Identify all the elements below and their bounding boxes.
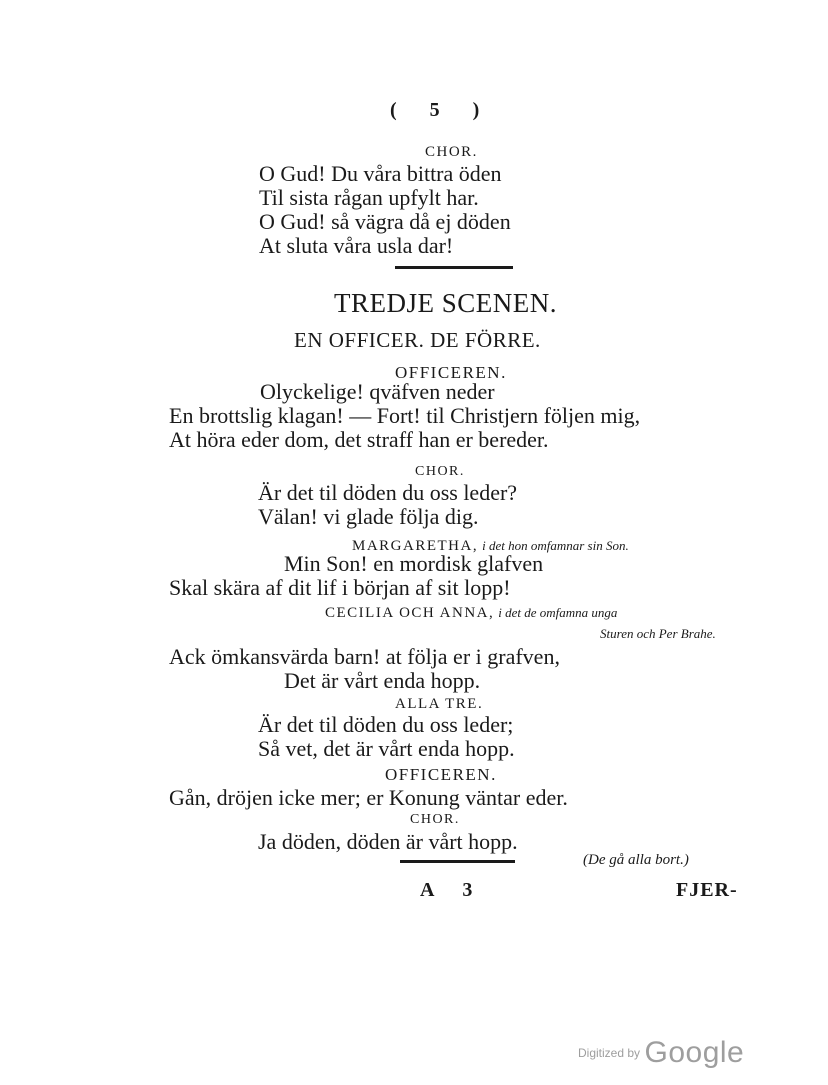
chorus1-line-2: Til sista rågan upfylt har.	[259, 185, 479, 210]
speaker-cecilia-anna: CECILIA OCH ANNA,	[325, 605, 495, 621]
cecilia-anna-line-1: Ack ömkansvärda barn! at följa er i grafven,	[169, 644, 560, 669]
divider-rule-2	[400, 860, 515, 863]
google-watermark	[578, 1036, 744, 1070]
officer2-line: Gån, dröjen icke mer; er Konung väntar eder.	[169, 785, 568, 810]
watermark-prefix: Digitized by	[578, 1046, 641, 1060]
alla-tre-line-1: Är det til döden du oss leder;	[258, 712, 514, 737]
speaker-alla-tre: ALLA TRE.	[395, 696, 484, 712]
stage-direction-cecilia-anna-1: i det de omfamna unga	[498, 605, 618, 620]
margaretha-line-1: Min Son! en mordisk glafven	[284, 551, 544, 576]
catchword: FJER-	[676, 879, 738, 901]
chorus1-line-1: O Gud! Du våra bittra öden	[259, 161, 502, 186]
speaker-margaretha: MARGARETHA,	[352, 538, 479, 554]
cecilia-anna-heading	[325, 605, 617, 621]
scene-title: TREDJE SCENEN.	[334, 288, 557, 318]
cecilia-anna-line-2: Det är vårt enda hopp.	[284, 668, 481, 693]
speaker-officeren-2: OFFICEREN.	[385, 765, 497, 784]
stage-direction-margaretha: i det hon omfamnar sin Son.	[482, 538, 629, 553]
officer1-line-3: At höra eder dom, det straff han er bereder.	[169, 427, 549, 452]
scene-characters: EN OFFICER. DE FÖRRE.	[294, 328, 541, 352]
speaker-chor-1: CHOR.	[425, 144, 478, 160]
officer1-line-1: Olyckelige! qväfven neder	[260, 379, 495, 404]
chorus1-line-4: At sluta våra usla dar!	[259, 233, 454, 258]
chorus2-line-1: Är det til döden du oss leder?	[258, 480, 518, 505]
stage-direction-exit: (De gå alla bort.)	[583, 852, 689, 868]
chorus3-line: Ja döden, döden är vårt hopp.	[258, 829, 518, 854]
divider-rule-1	[395, 266, 513, 269]
speaker-chor-3: CHOR.	[410, 812, 460, 827]
alla-tre-line-2: Så vet, det är vårt enda hopp.	[258, 736, 515, 761]
chorus1-line-3: O Gud! så vägra då ej döden	[259, 209, 511, 234]
google-logo: Google	[644, 1036, 745, 1069]
speaker-chor-2: CHOR.	[415, 464, 465, 479]
chorus2-line-2: Välan! vi glade följa dig.	[258, 504, 479, 529]
speaker-officeren-1: OFFICEREN.	[395, 363, 507, 382]
signature-mark: A 3	[420, 879, 485, 901]
stage-direction-cecilia-anna-2: Sturen och Per Brahe.	[600, 626, 716, 641]
page-number: ( 5 )	[390, 99, 494, 121]
margaretha-line-2: Skal skära af dit lif i början af sit lopp!	[169, 575, 511, 600]
officer1-line-2: En brottslig klagan! — Fort! til Christjern följen mig,	[169, 403, 641, 428]
